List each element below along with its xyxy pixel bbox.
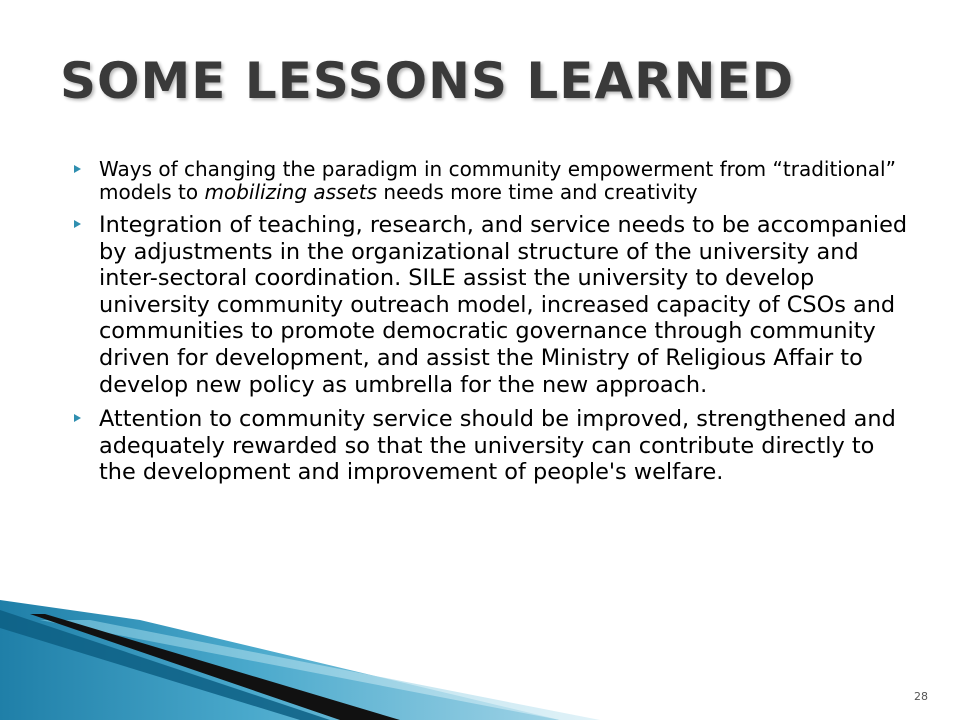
bullet-item	[74, 406, 914, 486]
bullet-item	[74, 212, 914, 398]
bullet-item	[74, 158, 914, 204]
slide-title: SOME LESSONS LEARNED	[60, 52, 795, 110]
triangle-right-icon	[74, 414, 81, 422]
page-number: 28	[914, 690, 928, 703]
bullet-text: Attention to community service should be improved, strengthened and adequately rewarded so that the university can contribute directly to the development and improvement of people's welfare.	[99, 406, 896, 486]
bullet-list	[74, 158, 914, 494]
bullet-text: Integration of teaching, research, and service needs to be accompanied by adjustments in the organizational structure of the university and inter-sectoral coordination. SILE assist the university to develop university community outreach model, increased capacity of CSOs and communities to promote democratic governance through community driven for development, and assist the Ministry of Religious Affair to develop new policy as umbrella for the new approach.	[99, 212, 908, 398]
triangle-right-icon	[74, 220, 81, 228]
triangle-right-icon	[74, 165, 81, 173]
bullet-text: Ways of changing the paradigm in community empowerment from “traditional” models to mobilizing assets needs more time and creativity	[99, 157, 896, 204]
decorative-swoosh	[0, 600, 960, 720]
bullet-italic-text: mobilizing assets	[204, 180, 378, 204]
